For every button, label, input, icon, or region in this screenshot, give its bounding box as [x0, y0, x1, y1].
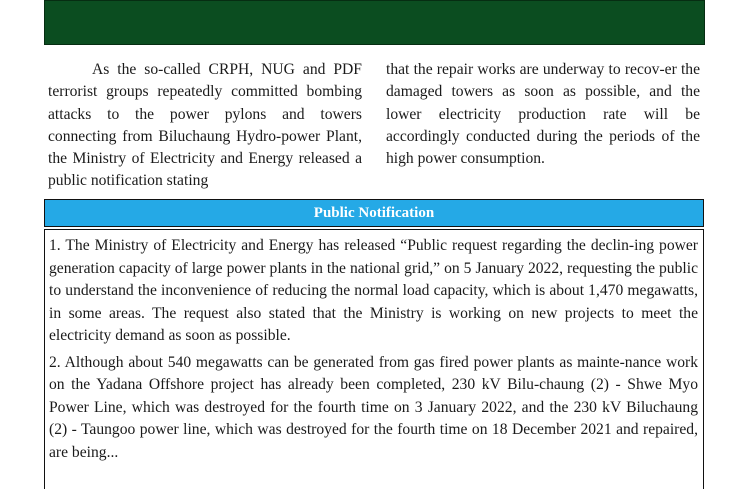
notice-title-bar: [44, 199, 704, 227]
notice-paragraph-1: 1. The Ministry of Electricity and Energy has released “Public request regarding the declin-ing power generation capacity of large power plants in the national grid,” on 5 January 2022, requesting the public to understand the inconvenience of reducing the normal load capacity, which is about 1,470 megawatts, in some areas. The request also stated that the Ministry is working on new projects to meet the electricity demand as soon as possible.: [49, 237, 698, 344]
article-column-left: As the so-called CRPH, NUG and PDF terrorist groups repeatedly committed bombing attacks to the power pylons and towers connecting from Biluchaung Hydro-power Plant, the Ministry of Electricity and Energy released a public notification stating: [48, 61, 362, 190]
notice-box: [44, 229, 704, 489]
notice-paragraph-2: 2. Although about 540 megawatts can be generated from gas fired power plants as mainte-nance work on the Yadana Offshore project has already been completed, 230 kV Bilu-chaung (2) - Shwe Myo Power Line, which was destroyed for the fourth time on 3 January 2022, and the 230 kV Biluchaung (2) - Taungoo power line, which was destroyed for the fourth time on 18 December 2021 and repaired, are being...: [49, 353, 698, 461]
notice-title: Public Notification: [313, 204, 435, 221]
header-banner: [44, 0, 705, 45]
article-column-right: that the repair works are underway to recov-er the damaged towers as soon as possible, and the lower electricity production rate will be accordingly conducted during the periods of the high power consumption.: [386, 61, 700, 168]
